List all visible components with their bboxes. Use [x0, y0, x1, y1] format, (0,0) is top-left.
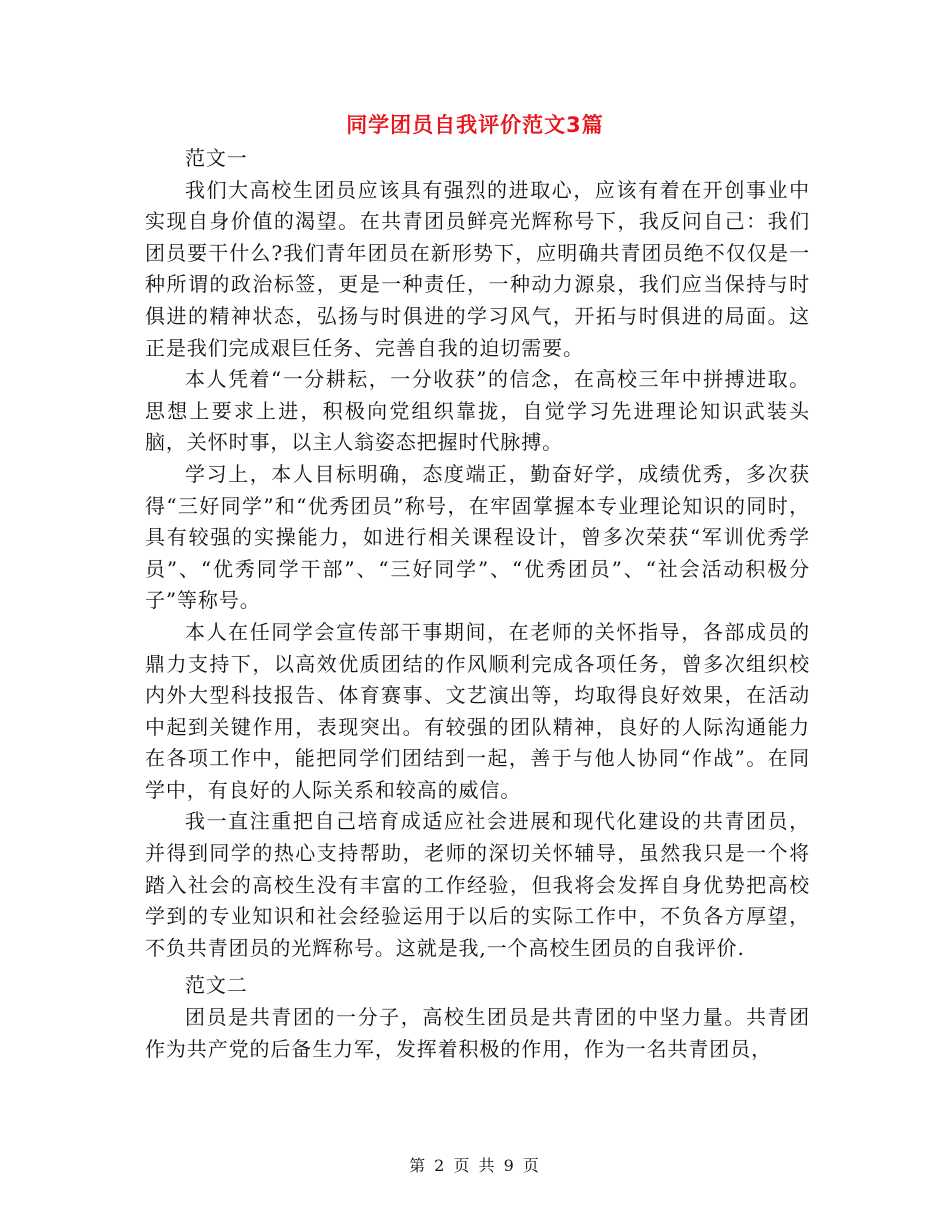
document-body — [145, 143, 810, 1065]
page-number: 第 2 页 共 9 页 — [409, 1156, 541, 1175]
paragraph: 本人在任同学会宣传部干事期间，在老师的关怀指导，各部成员的鼎力支持下，以高效优质团结的作风顺利完成各项任务，曾多次组织校内外大型科技报告、体育赛事、文艺演出等，均取得良好效果，在活动中起到关键作用，表现突出。有较强的团队精神，良好的人际沟通能力 在各项工作中，能把同学们团结到一起，善于与他人协同“作战”。在同学中，有良好的人际关系和较高的威信。 — [145, 619, 810, 802]
paragraph: 我一直注重把自己培育成适应社会进展和现代化建设的共青团员，并得到同学的热心支持帮助，老师的深切关怀辅导，虽然我只是一个将踏入社会的高校生没有丰富的工作经验，但我将会发挥自身优势把高校学到的专业知识和社会经验运用于以后的实际工作中，不负各方厚望，不负共青团员的光辉称号。这就是我,一个高校生团员的自我评价. — [145, 809, 810, 960]
paragraph: 学习上，本人目标明确，态度端正，勤奋好学，成绩优秀，多次获得“三好同学”和“优秀团员”称号，在牢固掌握本专业理论知识的同时，具有较强的实操能力，如进行相关课程设计，曾多次荣获“军训优秀学员”、“优秀同学干部”、“三好同学”、“优秀团员”、“社会活动积极分子”等称号。 — [145, 461, 810, 613]
paragraph: 我们大高校生团员应该具有强烈的进取心，应该有着在开创事业中实现自身价值的渴望。在共青团员鲜亮光辉称号下，我反问自己：我们团员要干什么?我们青年团员在新形势下，应明确共青团员绝不仅仅是一种所谓的政治标签，更是一种责任，一种动力源泉，我们应当保持与时俱进的精神状态，弘扬与时俱进的学习风气，开拓与时俱进的局面。这正是我们完成艰巨任务、完善自我的迫切需要。 — [145, 177, 810, 360]
section-heading: 范文二 — [185, 973, 248, 998]
section-heading: 范文一 — [185, 146, 248, 170]
paragraph: 团员是共青团的一分子，高校生团员是共青团的中坚力量。共青团作为共产党的后备生力军，发挥着积极的作用，作为一名共青团员， — [145, 1005, 810, 1061]
paragraph: 本人凭着“一分耕耘，一分收获”的信念，在高校三年中拼搏进取。思想上要求上进，积极向党组织靠拢，自觉学习先进理论知识武装头脑，关怀时事，以主人翁姿态把握时代脉搏。 — [145, 367, 810, 455]
page-footer — [0, 1153, 950, 1176]
document-title: 同学团员自我评价范文3篇 — [346, 113, 604, 137]
